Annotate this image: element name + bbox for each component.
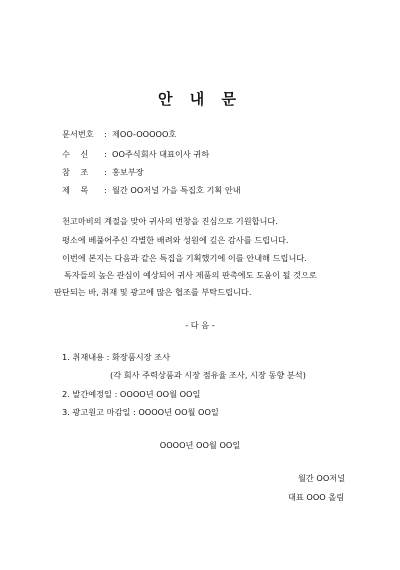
document-title: 안 내 문 [158, 90, 242, 108]
item-1: 1. 취재내용 : 화장품시장 조사 [62, 352, 170, 362]
meta-label: 제 목 [62, 185, 89, 195]
meta-colon: : [104, 167, 107, 177]
meta-label: 문서번호 [62, 129, 94, 139]
meta-doc-number [62, 129, 176, 140]
meta-colon: : [104, 149, 107, 159]
body-line: 판단되는 바, 취재 및 광고에 많은 협조를 부탁드립니다. [54, 287, 252, 297]
body-line: 평소에 베풀어주신 각별한 배려와 성원에 깊은 감사를 드립니다. [62, 235, 289, 245]
sender-rep: 대표 OOO 올림 [288, 492, 345, 502]
following-heading: - 다 음 - [185, 320, 215, 330]
meta-value: OO주식회사 대표이사 귀하 [112, 149, 210, 159]
meta-label: 참 조 [62, 167, 89, 177]
meta-value: 홍보부장 [112, 167, 144, 177]
meta-reference [62, 167, 144, 178]
item-1-detail: (각 회사 주력상품과 시장 점유율 조사, 시장 동향 분석) [110, 370, 306, 380]
meta-label: 수 신 [62, 149, 89, 159]
item-3: 3. 광고원고 마감일 : OOOO년 OO월 OO일 [62, 407, 219, 417]
meta-value: 월간 OO저널 가을 특집호 기획 안내 [112, 185, 241, 195]
body-line: 독자들의 높은 관심이 예상되어 귀사 제품의 판촉에도 도움이 될 것으로 [64, 270, 317, 280]
body-line: 천고마비의 계절을 맞아 귀사의 번창을 진심으로 기원합니다. [62, 216, 278, 226]
sender-org: 월간 OO저널 [298, 473, 346, 483]
item-2: 2. 발간예정일 : OOOO년 OO월 OO일 [62, 389, 201, 399]
meta-recipient [62, 149, 209, 160]
meta-colon: : [104, 129, 107, 139]
meta-colon: : [104, 185, 107, 195]
document-date: OOOO년 OO월 OO일 [159, 440, 241, 450]
meta-subject [62, 185, 241, 196]
body-line: 이번에 본지는 다음과 같은 특집을 기획했기에 이를 안내해 드립니다. [62, 253, 307, 263]
meta-value: 제OO-OOOOO호 [112, 129, 177, 139]
